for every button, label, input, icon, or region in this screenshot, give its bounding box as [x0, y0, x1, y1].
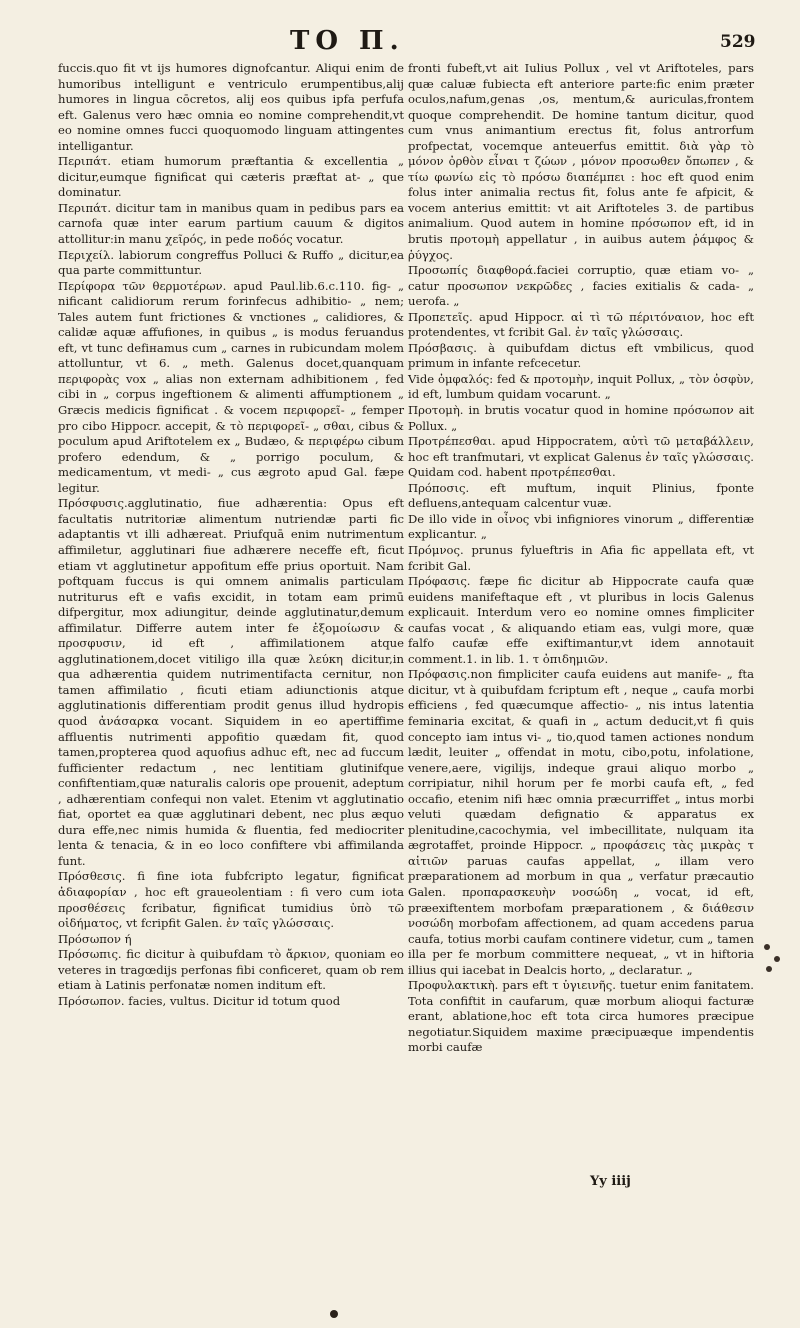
entry-paragraph: Περιπάτ. etiam humorum præftantia & excellentia „ dicitur,eumque fignificat qui cæteris præftat at- „ que dominatur.	[58, 154, 404, 200]
page-heading: TO Π.	[290, 26, 405, 56]
entry-paragraph: Πρόσβασις. à quibufdam dictus eft vmbilicus, quod primum in infante refcecetur.	[408, 340, 754, 371]
entry-paragraph: Περιχείλ. labiorum congreffus Polluci & Ruffo „ dicitur,ea qua parte committuntur.	[58, 247, 404, 278]
entry-paragraph: fuccis.quo fit vt ijs humores dignofcantur. Aliqui enim de humoribus intelligunt e ventriculo erumpentibus,alij humores in lingua cōcretos, alij eos quibus ipfa perfufa eft. Galenus vero hæc omnia eo nomine comprehendit,vt eo nomine omnes fucci quoquomodo linguam attingentes intelligantur.	[58, 61, 404, 153]
entry-paragraph: Πρόποσις. eft muftum, inquit Plinius, fponte defluens,antequam calcentur vuæ.	[408, 480, 754, 511]
entry-paragraph: Πρόσωπον ή	[58, 931, 132, 946]
signature-mark: Yy iiij	[590, 1174, 631, 1189]
entry-paragraph: Προτομὴ. in brutis vocatur quod in homine πρόσωπον ait Pollux. „	[408, 403, 754, 433]
entry-paragraph: Πρόμνος. prunus fylueftris in Afia fic appellata eft, vt fcribit Gal.	[408, 542, 754, 573]
entry-paragraph: De illo vide in οἶνος vbi infigniores vinorum „ differentiæ explicantur. „	[408, 511, 754, 542]
entry-paragraph: Προτρέπεσθαι. apud Hippocratem, αὐτὶ τῶ μεταβάλλειν, hoc eft tranfmutari, vt explicat Galenus ἐν ταῖς γλώσσαις. Quidam cod. habent προτρέπεσθαι.	[408, 434, 754, 480]
entry-paragraph: Περιπάτ. dicitur tam in manibus quam in pedibus pars ea carnofa quæ inter earum partium cauum & digitos attollitur:in manu χεῖρός, in pede ποδός vocatur.	[58, 200, 404, 247]
entry-paragraph: Προπετεῖς. apud Hippocr. αἱ τὶ τῶ πέριτόναιον, hoc eft protendentes, vt fcribit Gal. ἐν ταῖς γλώσσαις.	[408, 309, 754, 340]
ink-blot	[330, 1310, 338, 1318]
entry-paragraph: Πρόφασις.non fimpliciter caufa euidens aut manife- „ fta dicitur, vt à quibufdam fcriptum eft , neque „ caufa morbi efficiens , fed quæcumque affectio- „ nis intus latentia feminaria excitat, & quafi in „ actum deducit,vt fi quis concepto iam intus vi- „ tio,quod tamen actiones nondum lædit, leuiter „ offendat in motu, cibo,potu, infolatione, venere,aere, vigilijs, indeque graui aliquo morbo „ corripiatur, nihil horum per fe morbi caufa eft, „ fed occafio, etenim nifi hæc omnia præcurriffet „ intus morbi veluti quædam defignatio & apparatus ex plenitudine,cacochymia, vel imbecillitate, nulquam ita ægrotaffet, proinde Hippocr. „ προφάσεις τὰς μικρὰς τ αἰτιῶν paruas caufas appellat, „ illam vero præparationem ad morbum in qua „ verfatur præcautio Galen. προπαρασκευὴν νοσώδη „ vocat, id eft, præexiftentem morbofam præparationem , & διάθεσιν νοσώδη morbofam affectionem, ad quam accedens parua caufa, totius morbi caufam continere videtur, cum „ tamen illa per fe morbum committere nequeat, „ vt in hiftoria illius qui iacebat in Dealcis horto, „ declaratur. „	[408, 667, 754, 977]
running-header	[0, 26, 800, 56]
entry-paragraph: Πρόσφυσις.agglutinatio, fiue adhærentia: Opus eft facultatis nutritoriæ alimentum nutriendæ parti fic adaptantis vt illi adhæreat. Priufquā enim nutrimentum affimiletur, agglutinari fiue adhærere neceffe eft, ficut etiam vt agglutinetur appofitum effe prius oportuit. Nam poftquam fuccus is qui omnem animalis particulam nutriturus eft e vafis excidit, in totam eam primū difpergitur, mox adiungitur, deinde agglutinatur,demum affimilatur. Differre autem inter fe ἐξομοίωσιν & προσφυσιν, id eft , affimilationem atque agglutinationem,docet vitiligo illa quæ λεύκη dicitur,in qua adhærentia quidem nutrimentifacta cernitur, non tamen affimilatio , ficuti etiam adiunctionis atque agglutinationis differentiam prodit genus illud hydropis quod ἀνάσαρκα vocant. Siquidem in eo apertiffime affluentis nutrimenti appofitio quædam fit, quod tamen,propterea quod aquofius adhuc eft, nec ad fuccum fufficienter redactum , nec lentitiam glutinifque confiftentiam,quæ naturalis caloris ope prouenit, adeptum , adhærentiam confequi non valet. Etenim vt agglutinatio fiat, oportet ea quæ agglutinari debent, nec plus æquo dura effe,nec nimis humida & fluentia, fed mediocriter lenta & tenacia, & in eo loco confiftere vbi affimilanda funt.	[58, 496, 404, 868]
page-footer	[408, 1174, 754, 1194]
entry-paragraph: Περίφορα τῶν θερμοτέρων. apud Paul.lib.6.c.110. fig- „ nificant calidiorum rerum forinfecus adhibitio- „ nem; Tales autem funt frictiones & vnctiones „ calidiores, & calidæ aquæ affufiones, in quibus „ is modus feruandus eft, vt tunc defінamus cum „ carnes in rubicundam molem attolluntur, vt 6. „ meth. Galenus docet,quanquam περιφορὰς vox „ alias non externam adhibitionem , fed cibi in „ corpus ingeftionem & alimenti affumptionem „ Græcis medicis fignificat . & vocem περιφορεῖ- „ femper pro cibo Hippocr. accepit, & τὸ περιφορεῖ- „ σθαι, cibus & poculum apud Ariftotelem ex „ Budæo, & περιφέρω cibum profero edendum, & „ porrigo poculum, & medicamentum, vt medi- „ cus ægroto apud Gal. fæpe legitur.	[58, 278, 404, 495]
entry-paragraph: fronti fubeft,vt ait Iulius Pollux , vel vt Ariftoteles, pars quæ caluæ fubiecta eft anteriore parte:fic enim præter oculos,nafum,genas ,os, mentum,& auriculas,frontem quoque comprehendit. De homine tantum dicitur, quod cum vnus animantium erectus fit, folus antrorfum profpectat, vocemque anteuerfus emittit. διὰ γὰρ τὸ μόνον ὀρθὸν εἶναι τ ζώων , μόνον προσωθεν ὄπωπεν , & τίω φωνίω εἰς τὸ πρόσω διαπέμπει : hoc eft quod enim folus inter animalia rectus fit, folus ante fe afpicit, & vocem anterius emittit: vt ait Ariftoteles 3. de partibus animalium. Quod autem in homine πρόσωπον eft, id in brutis προτομὴ appellatur , in auibus autem ῥάμφος & ῥύγχος.	[408, 61, 754, 262]
entry-paragraph: Πρόσωπον. facies, vultus. Dicitur id totum quod	[58, 993, 341, 1008]
entry-paragraph: Πρόφασις. fæpe fic dicitur ab Hippocrate caufa quæ euidens manifeftaque eft , vt pluribus in locis Galenus explicauit. Interdum vero eo nomine omnes fimpliciter caufas vocat , & aliquando etiam eas, vulgi more, quæ falfo caufæ effe exiftimantur,vt idem annotauit comment.1. in lib. 1. τ ὀπιδημιῶν.	[408, 574, 754, 666]
entry-paragraph: Vide ὀμφαλός: fed & προτομὴν, inquit Pollux, „ τὸν ὀσφὺν, id eft, lumbum quidam vocarunt. „	[408, 371, 754, 402]
page-number: 529	[720, 32, 756, 52]
entry-paragraph: Πρόσωπις. fic dicitur à quibufdam τὸ ἄρκιον, quoniam eo veteres in tragœdijs perfonas fibi conficeret, quam ob rem etiam à Latinis perfonatæ nomen inditum eft.	[58, 947, 404, 993]
entry-paragraph: Προφυλακτικὴ. pars eft τ ὑγιεινῆς. tuetur enim fanitatem. Tota confiftit in caufarum, quæ morbum alioqui facturæ erant, ablatione,hoc eft tota circa humores præcipue negotiatur.Siquidem maxime præcipuæque impendentis morbi caufæ	[408, 978, 754, 1055]
right-column	[408, 61, 754, 1056]
entry-paragraph: Προσωπίς διαφθορά.faciei corruptio, quæ etiam vo- „ catur προσωπον νεκρῶδες , facies exitialis & cada- „ uerofa. „	[408, 263, 754, 309]
entry-paragraph: Πρόσθεσις. fi fine iota fubfcripto legatur, fignificat ἀδιαφορίαν , hoc eft graueolentiam : fi vero cum iota προσθέσεις fcribatur, fignificat tumidius ὑπὸ τῶ οἰδήματος, vt fcripfit Galen. ἐν ταῖς γλώσσαις.	[58, 869, 404, 931]
left-column	[58, 61, 404, 1009]
margin-ink-marks	[760, 940, 790, 980]
